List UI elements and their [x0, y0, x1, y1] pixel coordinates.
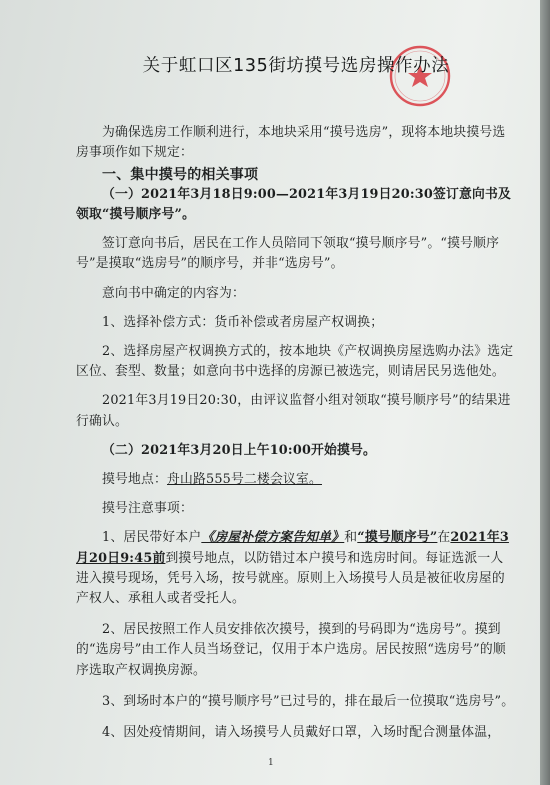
note-1-doc-2: “摸号顺序号” — [357, 530, 438, 546]
note-1-deadline: 2021年3月20日9:45前 — [76, 530, 509, 566]
location-label: 摸号地点： — [102, 472, 167, 488]
document-title: 关于虹口区135街坊摸号选房操作办法 — [142, 56, 450, 76]
intro-paragraph: 为确保选房工作顺利进行，本地块采用“摸号选房”，现将本地块摸号选房事项作如下规定： — [76, 125, 506, 161]
page-edge-shadow — [540, 0, 550, 785]
section1-paragraph-3: 1、选择补偿方式：货币补偿或者房屋产权调换； — [102, 314, 384, 330]
location-line — [76, 470, 516, 490]
document-body — [76, 56, 516, 743]
note-1-part-c: 在 — [437, 530, 451, 546]
location-value: 舟山路555号二楼会议室。 — [166, 472, 322, 488]
section1-paragraph-4: 2、选择房屋产权调换方式的，按本地块《产权调换房屋选购办法》选定区位、套型、数量；如意向书中选择的房源已被选完，则请居民另选他处。 — [76, 344, 514, 380]
note-1-doc-1: 《房屋补偿方案告知单》 — [201, 530, 345, 546]
section1-paragraph-2: 意向书中确定的内容为： — [102, 285, 245, 301]
note-1 — [76, 528, 516, 609]
note-4: 4、因处疫情期间，请入场摸号人员戴好口罩，入场时配合测量体温， — [102, 725, 501, 741]
section1-item1: （一）2021年3月18日9:00—2021年3月19日20:30签订意向书及领取“摸号顺序号”。 — [76, 186, 511, 223]
section1-item2: （二）2021年3月20日上午10:00开始摸号。 — [102, 442, 377, 458]
note-1-part-a: 1、居民带好本户 — [102, 530, 202, 546]
page-number: 1 — [268, 758, 274, 768]
notes-label: 摸号注意事项： — [102, 501, 193, 517]
note-3: 3、到场时本户的“摸号顺序号”已过号的，排在最后一位摸取“选房号”。 — [102, 693, 515, 709]
note-1-part-d: 到摸号地点，以防错过本户摸号和选房时间。每证选派一人进入摸号现场，凭号入场，按号就座。原则上入场摸号人员是被征收房屋的产权人、承租人或者受托人。 — [76, 550, 505, 607]
section-heading-1: 一、集中摸号的相关事项 — [102, 166, 259, 183]
section1-paragraph-5: 2021年3月19日20:30，由评议监督小组对领取“摸号顺序号”的结果进行确认。 — [76, 393, 511, 429]
section1-paragraph-1: 签订意向书后，居民在工作人员陪同下领取“摸号顺序号”。“摸号顺序号”是摸取“选房号”的顺序号，并非“选房号”。 — [76, 236, 500, 272]
note-1-part-b: 和 — [344, 530, 358, 546]
note-2: 2、居民按照工作人员安排依次摸号，摸到的号码即为“选房号”。摸到的“选房号”由工作人员当场登记，仅用于本户选房。居民按照“选房号”的顺序选取产权调换房源。 — [76, 622, 506, 678]
